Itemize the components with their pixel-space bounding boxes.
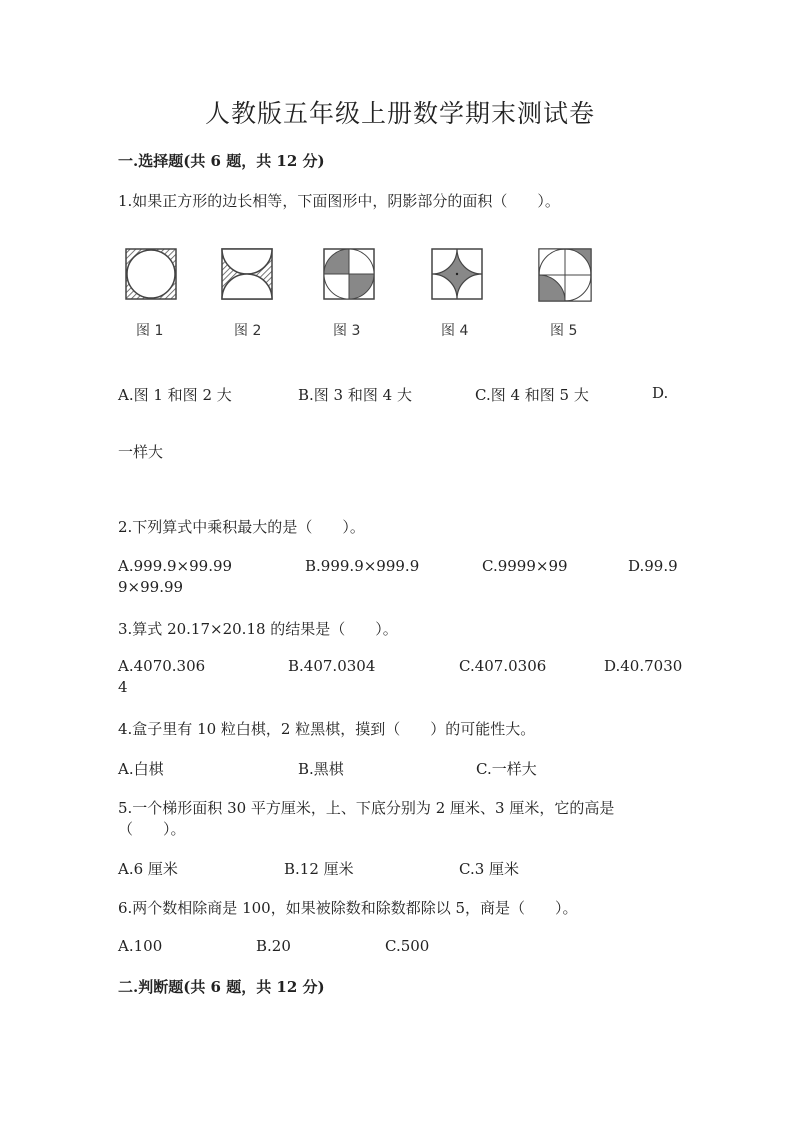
q6-option-a: A.100 bbox=[118, 937, 163, 955]
figure-5-caption: 图 5 bbox=[550, 323, 578, 339]
q1-option-d-continued: 一样大 bbox=[118, 443, 164, 461]
q4-option-c: C.一样大 bbox=[476, 760, 537, 778]
q1-option-b: B.图 3 和图 4 大 bbox=[298, 386, 412, 404]
q1-option-a: A.图 1 和图 2 大 bbox=[118, 386, 232, 404]
figure-2-caption: 图 2 bbox=[234, 323, 262, 339]
question-5: 5.一个梯形面积 30 平方厘米，上、下底分别为 2 厘米、3 厘米，它的高是 bbox=[118, 799, 615, 817]
q3-option-c: C.407.0306 bbox=[459, 657, 547, 675]
q2-option-d-continued: 9×99.99 bbox=[118, 578, 184, 596]
figure-3 bbox=[323, 248, 375, 300]
q3-option-a: A.4070.306 bbox=[118, 657, 206, 675]
q3-option-d-continued: 4 bbox=[118, 678, 128, 696]
question-1: 1.如果正方形的边长相等，下面图形中，阴影部分的面积（ ）。 bbox=[118, 192, 560, 210]
q1-option-c: C.图 4 和图 5 大 bbox=[475, 386, 589, 404]
figure-1 bbox=[125, 248, 177, 300]
q2-option-d: D.99.9 bbox=[628, 557, 678, 575]
q1-option-d: D. bbox=[652, 384, 669, 402]
question-4: 4.盒子里有 10 粒白棋，2 粒黑棋，摸到（ ）的可能性大。 bbox=[118, 720, 536, 738]
figure-4 bbox=[431, 248, 483, 300]
figure-2 bbox=[221, 248, 273, 300]
q5-option-b: B.12 厘米 bbox=[284, 860, 354, 878]
q6-option-b: B.20 bbox=[256, 937, 291, 955]
q2-option-c: C.9999×99 bbox=[482, 557, 568, 575]
section-heading-choice: 一.选择题(共 6 题，共 12 分) bbox=[118, 152, 325, 170]
q5-option-a: A.6 厘米 bbox=[118, 860, 178, 878]
question-6: 6.两个数相除商是 100，如果被除数和除数都除以 5，商是（ ）。 bbox=[118, 899, 578, 917]
q2-option-a: A.999.9×99.99 bbox=[118, 557, 233, 575]
question-5-continued: （ ）。 bbox=[118, 820, 186, 838]
q5-option-c: C.3 厘米 bbox=[459, 860, 520, 878]
q2-option-b: B.999.9×999.9 bbox=[305, 557, 420, 575]
section-heading-judgment: 二.判断题(共 6 题，共 12 分) bbox=[118, 978, 325, 996]
figure-1-caption: 图 1 bbox=[136, 323, 164, 339]
q3-option-b: B.407.0304 bbox=[288, 657, 376, 675]
q6-option-c: C.500 bbox=[385, 937, 430, 955]
q3-option-d: D.40.7030 bbox=[604, 657, 683, 675]
question-3: 3.算式 20.17×20.18 的结果是（ ）。 bbox=[118, 620, 398, 638]
q4-option-a: A.白棋 bbox=[118, 760, 164, 778]
figure-3-caption: 图 3 bbox=[333, 323, 361, 339]
q4-option-b: B.黑棋 bbox=[298, 760, 344, 778]
figure-5 bbox=[538, 248, 592, 302]
page-title: 人教版五年级上册数学期末测试卷 bbox=[204, 99, 595, 128]
question-2: 2.下列算式中乘积最大的是（ ）。 bbox=[118, 518, 365, 536]
figure-4-caption: 图 4 bbox=[441, 323, 469, 339]
